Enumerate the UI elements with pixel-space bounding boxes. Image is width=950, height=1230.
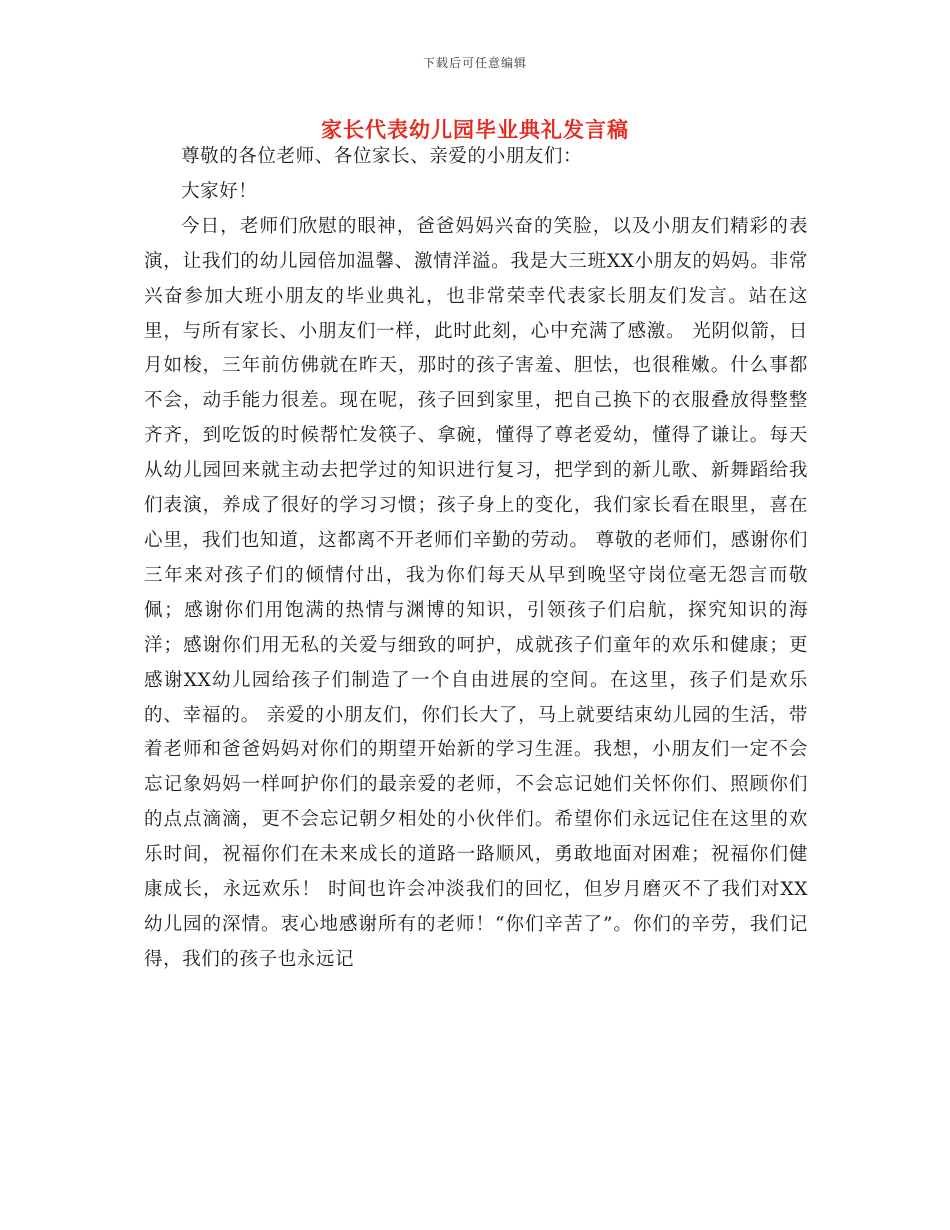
body-paragraph: 今日，老师们欣慰的眼神，爸爸妈妈兴奋的笑脸，以及小朋友们精彩的表演，让我们的幼儿园倍加温馨、激情洋溢。我是大三班XX小朋友的妈妈。非常兴奋参加大班小朋友的毕业典礼，也非常荣幸代表家长朋友们发言。站在这里，与所有家长、小朋友们一样，此时此刻，心中充满了感激。 光阴似箭，日月如梭，三年前仿佛就在昨天，那时的孩子害羞、胆怯，也很稚嫩。什么事都不会，动手能力很差。现在呢，孩子回到家里，把自己换下的衣服叠放得整整齐齐，到吃饭的时候帮忙发筷子、拿碗，懂得了尊老爱幼，懂得了谦让。每天从幼儿园回来就主动去把学过的知识进行复习，把学到的新儿歌、新舞蹈给我们表演，养成了很好的学习习惯；孩子身上的变化，我们家长看在眼里，喜在心里，我们也知道，这都离不开老师们辛勤的劳动。 尊敬的老师们，感谢你们三年来对孩子们的倾情付出，我为你们每天从早到晚坚守岗位毫无怨言而敬佩；感谢你们用饱满的热情与渊博的知识，引领孩子们启航，探究知识的海洋；感谢你们用无私的关爱与细致的呵护，成就孩子们童年的欢乐和健康；更感谢XX幼儿园给孩子们制造了一个自由进展的空间。在这里，孩子们是欢乐的、幸福的。 亲爱的小朋友们，你们长大了，马上就要结束幼儿园的生活，带着老师和爸爸妈妈对你们的期望开始新的学习生涯。我想，小朋友们一定不会忘记象妈妈一样呵护你们的最亲爱的老师，不会忘记她们关怀你们、照顾你们的点点滴滴，更不会忘记朝夕相处的小伙伴们。希望你们永远记住在这里的欢乐时间，祝福你们在未来成长的道路一路顺风，勇敢地面对困难；祝福你们健康成长，永远欢乐！ 时间也许会冲淡我们的回忆，但岁月磨灭不了我们对XX幼儿园的深情。衷心地感谢所有的老师！“你们辛苦了”。你们的辛劳，我们记得，我们的孩子也永远记 — [144, 215, 808, 970]
document-body — [144, 140, 808, 978]
document-title: 家长代表幼儿园毕业典礼发言稿 — [321, 117, 629, 142]
salutation-paragraph: 尊敬的各位老师、各位家长、亲爱的小朋友们： — [181, 146, 583, 167]
header-note: 下载后可任意编辑 — [422, 56, 527, 70]
greeting-paragraph: 大家好！ — [181, 180, 258, 202]
